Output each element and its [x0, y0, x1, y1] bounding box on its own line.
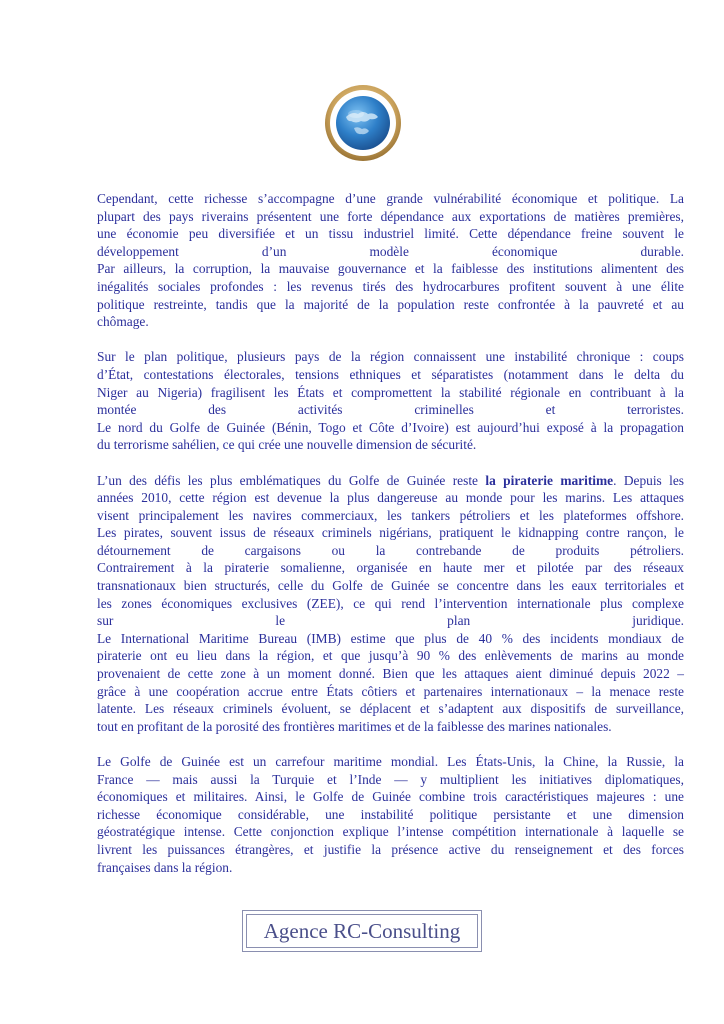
text-line: économiques et militaires. Ainsi, le Golfe de Guinée combine trois caractéristiques majeures : une	[97, 789, 684, 805]
document-body	[97, 190, 684, 876]
footer-brand-box	[242, 910, 482, 952]
text-line: plupart des pays riverains présentent une forte dépendance aux exportations de matières premières,	[97, 208, 684, 224]
text-line: Le Golfe de Guinée est un carrefour maritime mondial. Les États-Unis, la Chine, la Russie, la	[97, 754, 684, 769]
bold-term: la piraterie maritime	[485, 472, 614, 488]
text-line: années 2010, cette région est devenue la plus dangereuse au monde pour les marins. Les attaques	[97, 490, 684, 506]
text-line: Les pirates, souvent issus de réseaux criminels nigérians, pratiquent le kidnapping contre rançon, le	[97, 525, 684, 541]
text-line: transnationaux bien structurés, celle du Golfe de Guinée se concentre dans les eaux territoriales et	[97, 578, 684, 594]
text-line: France — mais aussi la Turquie et l’Inde — y multiplient les initiatives diplomatiques,	[97, 771, 684, 787]
text-line: visent principalement les navires commerciaux, les tankers pétroliers et les plateformes offshore.	[97, 507, 684, 523]
text-line: Niger au Nigeria) fragilisent les États et compromettent la stabilité régionale en contribuant à la	[97, 384, 684, 400]
text-line: Par ailleurs, la corruption, la mauvaise gouvernance et la faiblesse des institutions alimentent des	[97, 261, 684, 277]
text-line: grâce à une coopération accrue entre États côtiers et partenaires internationaux – la menace reste	[97, 683, 684, 699]
text-line: montée des activités criminelles et terroristes.	[97, 402, 684, 418]
text-line: Contrairement à la piraterie somalienne, organisée en haute mer et pilotée par des réseaux	[97, 560, 684, 576]
text-line: sur le plan juridique.	[97, 613, 684, 629]
text-line: détournement de cargaisons ou la contrebande de produits pétroliers.	[97, 542, 684, 558]
text-line: richesse économique considérable, une instabilité politique persistante et une dimension	[97, 806, 684, 822]
text-line: Le nord du Golfe de Guinée (Bénin, Togo et Côte d’Ivoire) est aujourd’hui exposé à la propagation	[97, 419, 684, 435]
paragraph-economie	[97, 190, 684, 331]
text-fragment: . Depuis les	[613, 472, 685, 488]
text-line: chômage.	[97, 314, 149, 330]
text-line: Sur le plan politique, plusieurs pays de la région connaissent une instabilité chronique : coups	[97, 349, 684, 365]
text-line: Le International Maritime Bureau (IMB) estime que plus de 40 % des incidents mondiaux de	[97, 630, 684, 646]
text-line: une économie peu diversifiée et un tissu industriel limité. Cette dépendance freine souvent le	[97, 226, 684, 242]
text-line: inégalités sociales profondes : les revenus tirés des hydrocarbures profitent souvent à une élite	[97, 278, 684, 294]
text-line: Cependant, cette richesse s’accompagne d’une grande vulnérabilité économique et politique. La	[97, 191, 684, 206]
paragraph-geostrategie	[97, 753, 684, 876]
text-line: géostratégique intense. Cette conjonction explique l’intense compétition internationale à laquelle se	[97, 824, 684, 840]
text-line: d’État, contestations électorales, tensions ethniques et séparatistes (notamment dans le delta du	[97, 366, 684, 382]
text-line: tout en profitant de la porosité des frontières maritimes et de la faiblesse des marines nationales.	[97, 718, 612, 734]
text-fragment: L’un des défis les plus emblématiques du Golfe de Guinée reste	[97, 472, 486, 488]
text-line: développement d’un modèle économique durable.	[97, 243, 684, 259]
text-line: piraterie ont eu lieu dans la région, et que jusqu’à 90 % des enlèvements de marins au monde	[97, 648, 684, 664]
globe-logo-icon	[324, 84, 402, 162]
text-line: les zones économiques exclusives (ZEE), ce qui rend l’intervention internationale plus complexe	[97, 595, 684, 611]
text-line	[97, 472, 684, 490]
paragraph-piraterie	[97, 472, 684, 736]
text-line: du terrorisme sahélien, ce qui crée une nouvelle dimension de sécurité.	[97, 437, 477, 453]
text-line: françaises dans la région.	[97, 859, 233, 875]
paragraph-politique	[97, 348, 684, 454]
text-line: livrent les puissances étrangères, et justifie la présence active du renseignement et des forces	[97, 841, 684, 857]
text-line: provenaient de cette zone à un moment donné. Bien que les attaques aient diminué depuis 2022 –	[97, 666, 684, 682]
text-line: politique restreinte, tandis que la majorité de la population reste confrontée à la pauvreté et au	[97, 296, 684, 312]
text-line: latente. Les réseaux criminels évoluent, se déplacent et s’adaptent aux dispositifs de surveillance,	[97, 701, 684, 717]
footer-brand-label: Agence RC-Consulting	[263, 918, 461, 943]
